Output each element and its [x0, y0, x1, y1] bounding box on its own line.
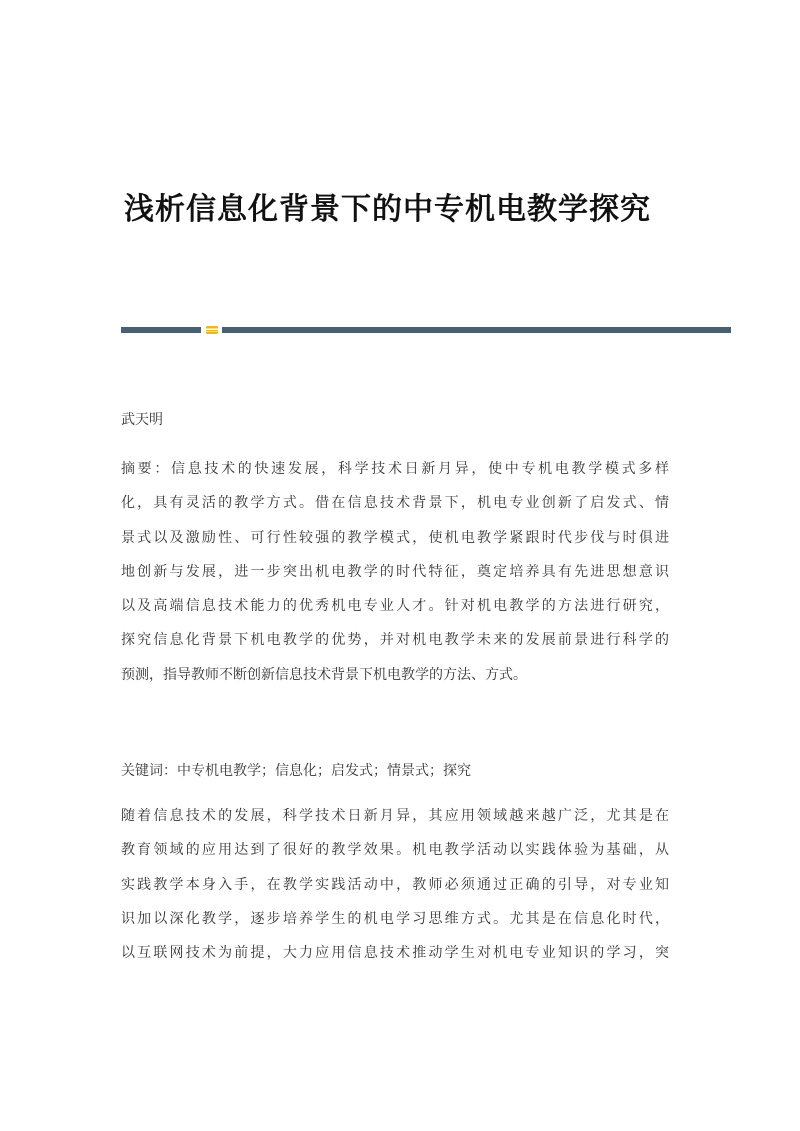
- keywords-line: 关键词：中专机电教学；信息化；启发式；情景式；探究: [121, 763, 471, 779]
- abstract-line: 探究信息化背景下机电教学的优势，并对机电教学未来的发展前景进行科学的: [121, 632, 669, 649]
- abstract-line: 以及高端信息技术能力的优秀机电专业人才。针对机电教学的方法进行研究，: [121, 598, 669, 615]
- body-line: 以互联网技术为前提，大力应用信息技术推动学生对机电专业知识的学习，突: [121, 945, 669, 962]
- author-name: 武天明: [121, 412, 163, 428]
- body-line: 识加以深化教学，逐步培养学生的机电学习思维方式。尤其是在信息化时代，: [121, 910, 669, 927]
- body-line: 教育领域的应用达到了很好的教学效果。机电教学活动以实践体验为基础，从: [121, 842, 669, 859]
- abstract-line: 景式以及激励性、可行性较强的教学模式，使机电教学紧跟时代步伐与时俱进: [121, 529, 669, 546]
- abstract-line: 摘要：信息技术的快速发展，科学技术日新月异，使中专机电教学模式多样: [121, 461, 669, 477]
- abstract-line: 地创新与发展，进一步突出机电教学的时代特征，奠定培养具有先进思想意识: [121, 563, 669, 580]
- document-title: 浅析信息化背景下的中专机电教学探究: [124, 192, 651, 227]
- folded-ribbon-icon: [205, 325, 219, 335]
- abstract-line: 预测，指导教师不断创新信息技术背景下机电教学的方法、方式。: [121, 666, 527, 683]
- divider-bar-right: [222, 327, 731, 333]
- title-divider: [121, 325, 731, 335]
- divider-bar-left: [121, 327, 201, 333]
- body-paragraph: [121, 806, 669, 977]
- abstract-line: 化，具有灵活的教学方式。借在信息技术背景下，机电专业创新了启发式、情: [121, 495, 669, 512]
- keywords-paragraph: [121, 761, 669, 795]
- body-line: 实践教学本身入手，在教学实践活动中，教师必须通过正确的引导，对专业知: [121, 876, 669, 893]
- abstract-paragraph: [121, 459, 669, 699]
- body-line: 随着信息技术的发展，科学技术日新月异，其应用领域越来越广泛，尤其是在: [121, 808, 669, 824]
